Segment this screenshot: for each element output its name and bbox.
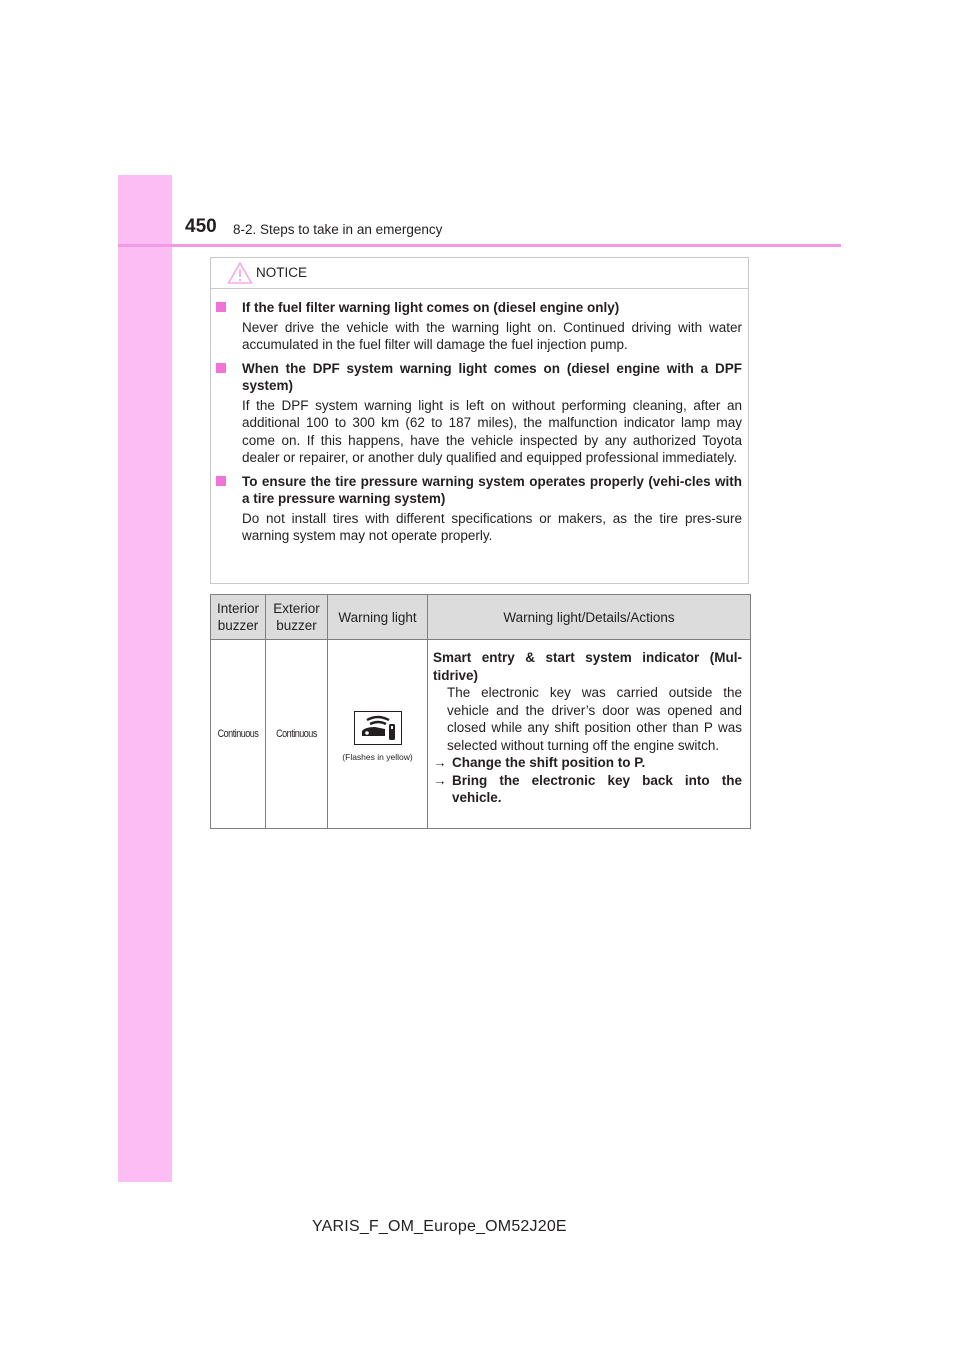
details-cell bbox=[428, 640, 751, 829]
header-rule bbox=[118, 244, 841, 247]
notice-item bbox=[211, 299, 750, 354]
document-code-footer: YARIS_F_OM_Europe_OM52J20E bbox=[312, 1218, 567, 1235]
indicator-title: Smart entry & start system indicator (Mul-tidrive) bbox=[433, 650, 742, 683]
table-header-row bbox=[211, 595, 751, 640]
flash-note: (Flashes in yellow) bbox=[342, 751, 413, 762]
warning-light-table bbox=[210, 594, 751, 829]
notice-item-body: Do not install tires with different specifications or makers, as the tire pres-sure warning system may not operate properly. bbox=[242, 510, 742, 543]
smart-key-warning-icon bbox=[354, 711, 402, 745]
header-interior-buzzer: Interior buzzer bbox=[211, 595, 266, 640]
notice-item-heading: When the DPF system warning light comes on (diesel engine with a DPF system) bbox=[229, 360, 742, 395]
interior-buzzer-cell: Continuous bbox=[211, 640, 266, 829]
warning-triangle-icon bbox=[227, 261, 253, 290]
indicator-description: The electronic key was carried outside the vehicle and the driver’s door was opened and closed while any shift position other than P was selected without turning off the engine switch. bbox=[447, 685, 742, 753]
arrow-right-icon: → bbox=[433, 755, 447, 770]
notice-item-heading: If the fuel filter warning light comes on (diesel engine only) bbox=[229, 299, 742, 317]
notice-box bbox=[210, 257, 749, 584]
page-number: 450 bbox=[185, 216, 217, 237]
warning-light-cell bbox=[328, 640, 428, 829]
square-bullet-icon bbox=[216, 302, 226, 312]
action-item: → Change the shift position to P. bbox=[433, 755, 646, 770]
table-row bbox=[211, 640, 751, 829]
header-details: Warning light/Details/Actions bbox=[428, 595, 751, 640]
notice-item-body: Never drive the vehicle with the warning light on. Continued driving with water accumulated in the fuel filter will damage the fuel injection pump. bbox=[242, 319, 742, 352]
notice-body bbox=[211, 299, 750, 551]
header-exterior-buzzer: Exterior buzzer bbox=[266, 595, 328, 640]
notice-item-heading: To ensure the tire pressure warning system operates properly (vehi-cles with a tire pressure warning system) bbox=[229, 473, 742, 508]
arrow-right-icon: → bbox=[433, 772, 447, 788]
action-item: → Bring the electronic key back into the vehicle. bbox=[433, 772, 742, 805]
notice-item-body: If the DPF system warning light is left on without performing cleaning, after an additional 100 to 300 km (62 to 187 miles), the malfunction indicator lamp may come on. If this happens, have the vehicle inspected by any authorized Toyota dealer or repairer, or another duly qualified and equipped professional immediately. bbox=[242, 397, 742, 465]
notice-header bbox=[211, 258, 748, 289]
notice-title: NOTICE bbox=[256, 265, 308, 280]
notice-item bbox=[211, 360, 750, 467]
exterior-buzzer-cell: Continuous bbox=[266, 640, 328, 829]
section-title: 8-2. Steps to take in an emergency bbox=[233, 222, 443, 237]
chapter-side-tab bbox=[118, 175, 172, 1182]
square-bullet-icon bbox=[216, 476, 226, 486]
header-warning-light: Warning light bbox=[328, 595, 428, 640]
square-bullet-icon bbox=[216, 363, 226, 373]
notice-item bbox=[211, 473, 750, 545]
